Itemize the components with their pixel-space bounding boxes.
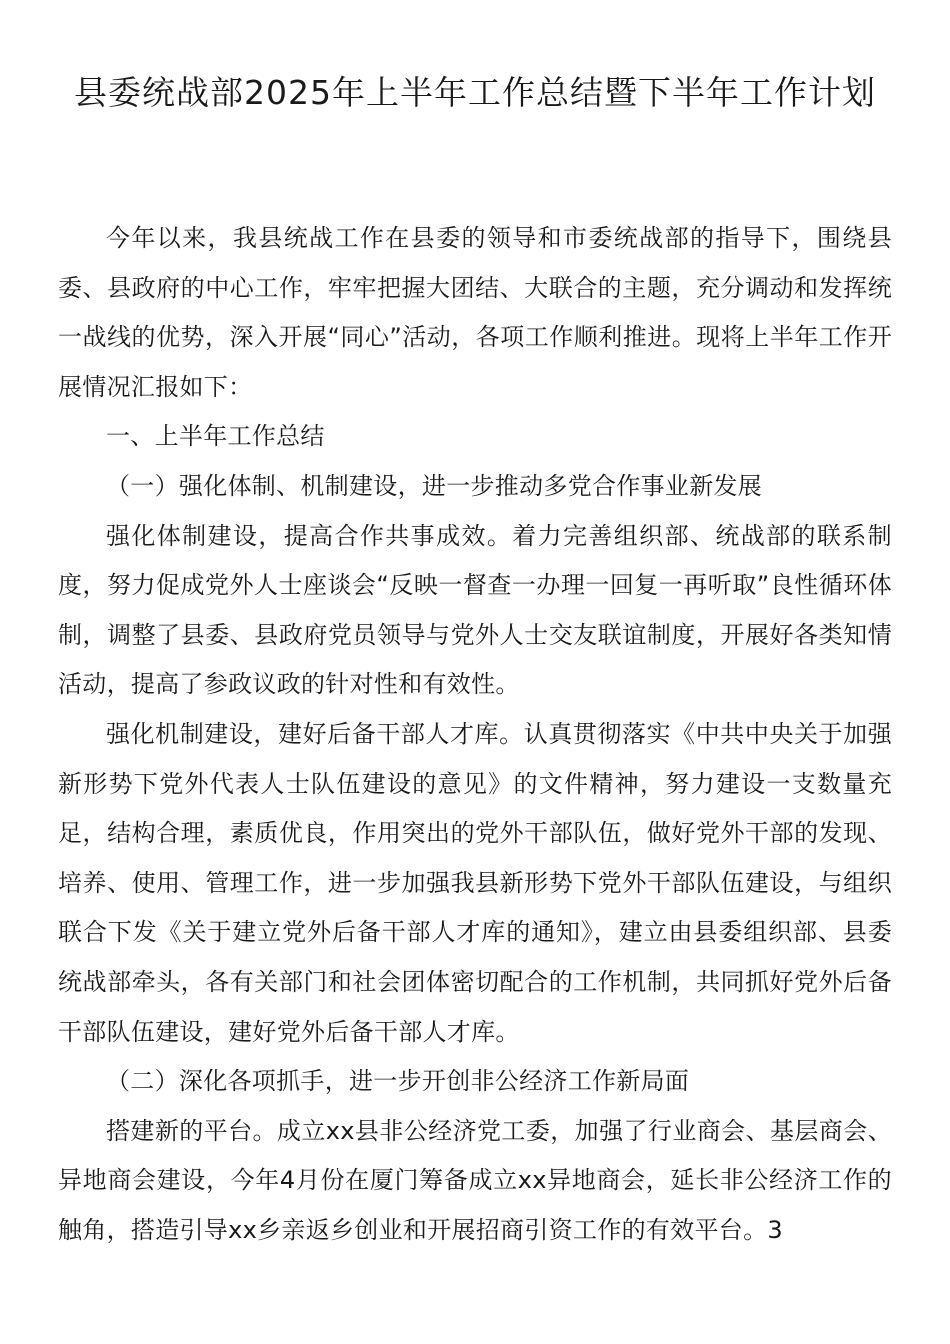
body-paragraph: 强化机制建设，建好后备干部人才库。认真贯彻落实《中共中央关于加强新形势下党外代表人士队伍建设的意见》的文件精神，努力建设一支数量充足，结构合理，素质优良，作用突出的党外干部队伍，做好党外干部的发现、培养、使用、管理工作，进一步加强我县新形势下党外干部队伍建设，与组织联合下发《关于建立党外后备干部人才库的通知》，建立由县委组织部、县委统战部牵头，各有关部门和社会团体密切配合的工作机制，共同抓好党外后备干部队伍建设，建好党外后备干部人才库。: [58, 719, 892, 1046]
body-paragraph: 搭建新的平台。成立xx县非公经济党工委，加强了行业商会、基层商会、异地商会建设，今年4月份在厦门筹备成立xx异地商会，延长非公经济工作的触角，搭造引导xx乡亲返乡创业和开展招商引资工作的有效平台。3: [58, 1116, 892, 1244]
document-body: [58, 214, 892, 1255]
subsection-heading: （一）强化体制、机制建设，进一步推动多党合作事业新发展: [106, 471, 763, 500]
section-heading: 一、上半年工作总结: [106, 422, 325, 451]
subsection-heading: （二）深化各项抓手，进一步开创非公经济工作新局面: [106, 1067, 690, 1096]
body-paragraph: 强化体制建设，提高合作共事成效。着力完善组织部、统战部的联系制度，努力促成党外人士座谈会“反映一督查一办理一回复一再听取”良性循环体制，调整了县委、县政府党员领导与党外人士交友联谊制度，开展好各类知情活动，提高了参政议政的针对性和有效性。: [58, 521, 892, 699]
document-title: 县委统战部2025年上半年工作总结暨下半年工作计划: [74, 73, 876, 112]
intro-paragraph: 今年以来，我县统战工作在县委的领导和市委统战部的指导下，围绕县委、县政府的中心工作，牢牢把握大团结、大联合的主题，充分调动和发挥统一战线的优势，深入开展“同心”活动，各项工作顺利推进。现将上半年工作开展情况汇报如下：: [58, 224, 892, 401]
